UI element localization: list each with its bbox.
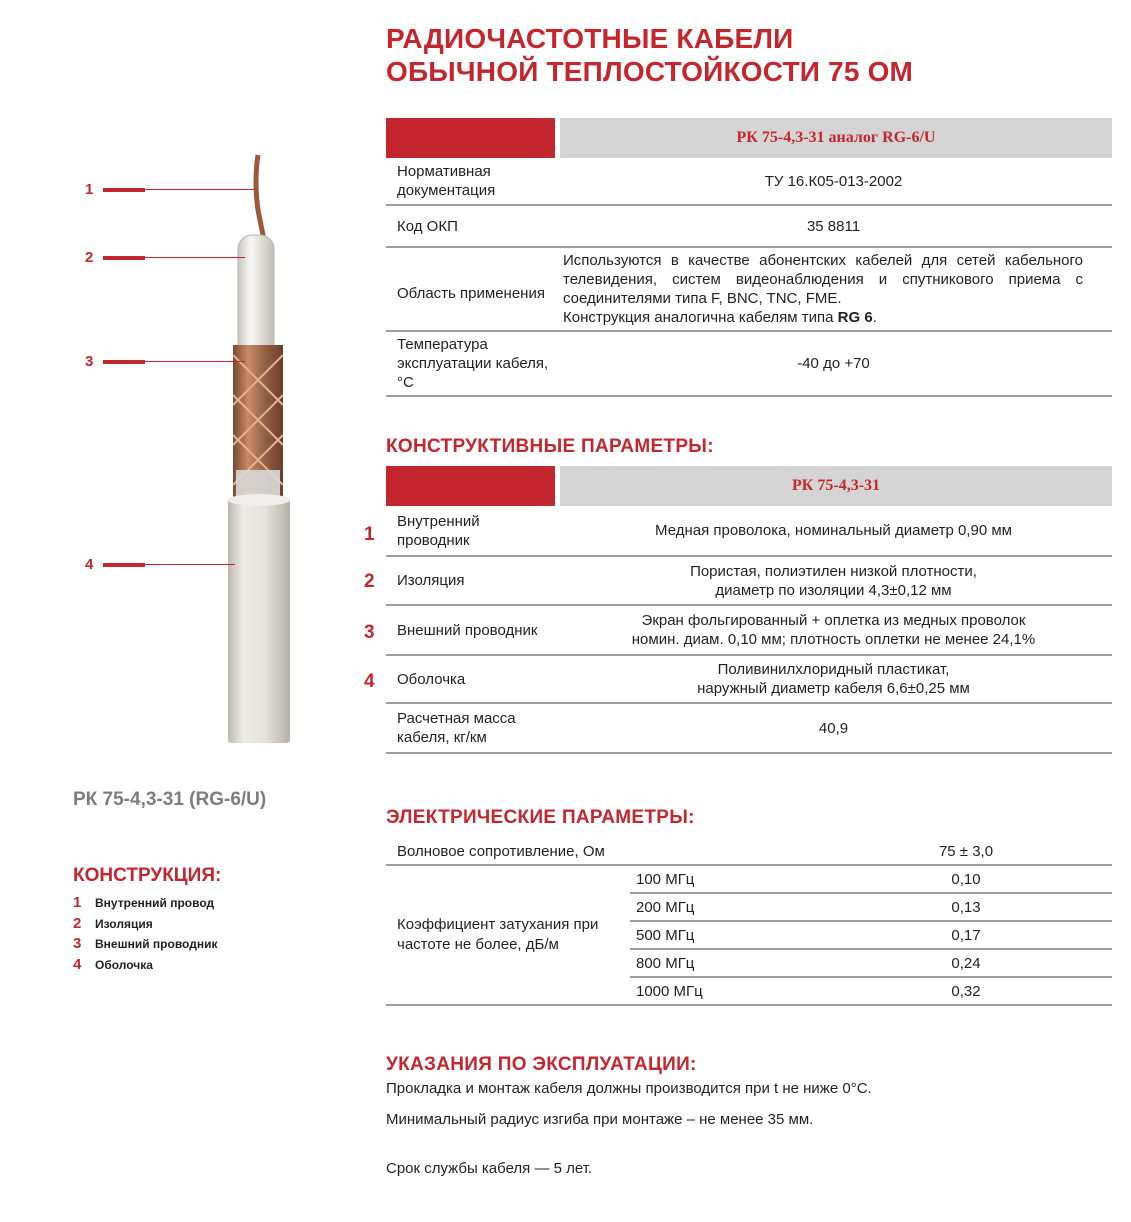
row-label: Внутренний проводник <box>386 506 555 556</box>
electric-table <box>386 838 1112 1006</box>
callout-line-1 <box>103 188 145 192</box>
attenuation-value: 0,17 <box>820 921 1112 949</box>
title-line-2: ОБЫЧНОЙ ТЕПЛОСТОЙКОСТИ 75 ОМ <box>386 56 914 87</box>
insulation <box>238 235 274 355</box>
row-label: Расчетная масса кабеля, кг/км <box>386 703 555 753</box>
row-number-2: 2 <box>364 571 375 592</box>
row-number-1: 1 <box>364 524 375 545</box>
attenuation-label: Коэффициент затухания при частоте не более, дБ/м <box>386 865 630 1005</box>
freq-label: 500 МГц <box>630 921 820 949</box>
construct-table <box>386 466 1112 754</box>
callout-number-3: 3 <box>85 353 94 370</box>
sheath <box>228 498 290 743</box>
legend-item: 2 Изоляция <box>73 915 153 932</box>
table-row <box>386 506 1112 556</box>
conductor-wire <box>256 155 264 240</box>
row-label: Оболочка <box>386 655 555 703</box>
application-text: Используются в качестве абонентских кабелей для сетей кабельного телевидения, систем видеонаблюдения и спутникового приема с соединителями типа F, BNC, TNC, FME. <box>563 252 1083 307</box>
impedance-row <box>386 838 1112 865</box>
legend-item: 3 Внешний проводник <box>73 935 218 952</box>
page-title <box>386 22 1106 88</box>
usage-section-title: УКАЗАНИЯ ПО ЭКСПЛУАТАЦИИ: <box>386 1054 697 1075</box>
row-value: Пористая, полиэтилен низкой плотности, диаметр по изоляции 4,3±0,12 мм <box>555 556 1112 605</box>
freq-label: 100 МГц <box>630 865 820 893</box>
table-row <box>386 331 1112 396</box>
callout-line-4 <box>103 563 145 567</box>
cable-illustration <box>200 140 320 760</box>
row-number-4: 4 <box>364 671 375 692</box>
spec-header-label: РК 75-4,3-31 аналог RG-6/U <box>560 118 1112 158</box>
construct-section-title: КОНСТРУКТИВНЫЕ ПАРАМЕТРЫ: <box>386 436 714 457</box>
usage-line-3: Срок службы кабеля — 5 лет. <box>386 1160 593 1177</box>
construct-header-label: РК 75-4,3-31 <box>560 466 1112 506</box>
row-value: -40 до +70 <box>555 331 1112 396</box>
callout-line-2 <box>103 256 145 260</box>
row-value: 40,9 <box>555 703 1112 753</box>
table-row <box>386 655 1112 703</box>
title-line-1: РАДИОЧАСТОТНЫЕ КАБЕЛИ <box>386 23 794 54</box>
row-value: ТУ 16.К05-013-2002 <box>555 158 1112 205</box>
attenuation-row <box>386 865 1112 893</box>
attenuation-value: 0,13 <box>820 893 1112 921</box>
spec-table <box>386 118 1112 397</box>
table-row <box>386 703 1112 753</box>
header-red-block <box>386 118 555 158</box>
table-row <box>386 247 1112 331</box>
callout-number-1: 1 <box>85 181 94 198</box>
table-row <box>386 605 1112 655</box>
freq-label: 1000 МГц <box>630 977 820 1005</box>
product-name: РК 75-4,3-31 (RG-6/U) <box>73 789 267 810</box>
row-label: Область применения <box>386 247 555 331</box>
construct-table-header <box>386 466 1112 506</box>
row-label: Изоляция <box>386 556 555 605</box>
impedance-label: Волновое сопротивление, Ом <box>386 838 820 865</box>
callout-line-3 <box>103 360 145 364</box>
row-value: 35 8811 <box>555 205 1112 247</box>
row-label: Температура эксплуатации кабеля, °С <box>386 331 555 396</box>
construction-title: КОНСТРУКЦИЯ: <box>73 865 222 886</box>
row-label: Код ОКП <box>386 205 555 247</box>
spec-table-header <box>386 118 1112 158</box>
callout-number-4: 4 <box>85 556 94 573</box>
callout-number-2: 2 <box>85 249 94 266</box>
electric-section-title: ЭЛЕКТРИЧЕСКИЕ ПАРАМЕТРЫ: <box>386 807 695 828</box>
row-value <box>555 247 1112 331</box>
header-red-block <box>386 466 555 506</box>
freq-label: 800 МГц <box>630 949 820 977</box>
table-row <box>386 158 1112 205</box>
legend-item: 4 Оболочка <box>73 956 153 973</box>
usage-line-2: Минимальный радиус изгиба при монтаже – не менее 35 мм. <box>386 1111 814 1128</box>
table-row <box>386 205 1112 247</box>
row-number-3: 3 <box>364 622 375 643</box>
row-value: Экран фольгированный + оплетка из медных проволок номин. диам. 0,10 мм; плотность оплетки не менее 24,1% <box>555 605 1112 655</box>
application-text-2: Конструкция аналогична кабелям типа RG 6. <box>563 309 877 326</box>
attenuation-value: 0,24 <box>820 949 1112 977</box>
table-row <box>386 556 1112 605</box>
usage-line-1: Прокладка и монтаж кабеля должны производится при t не ниже 0°С. <box>386 1080 872 1097</box>
row-value: Поливинилхлоридный пластикат, наружный диаметр кабеля 6,6±0,25 мм <box>555 655 1112 703</box>
freq-label: 200 МГц <box>630 893 820 921</box>
attenuation-value: 0,10 <box>820 865 1112 893</box>
row-label: Внешний проводник <box>386 605 555 655</box>
legend-item: 1 Внутренний провод <box>73 894 215 911</box>
impedance-value: 75 ± 3,0 <box>820 838 1112 865</box>
row-label: Нормативная документация <box>386 158 555 205</box>
attenuation-value: 0,32 <box>820 977 1112 1005</box>
row-value: Медная проволока, номинальный диаметр 0,90 мм <box>555 506 1112 556</box>
